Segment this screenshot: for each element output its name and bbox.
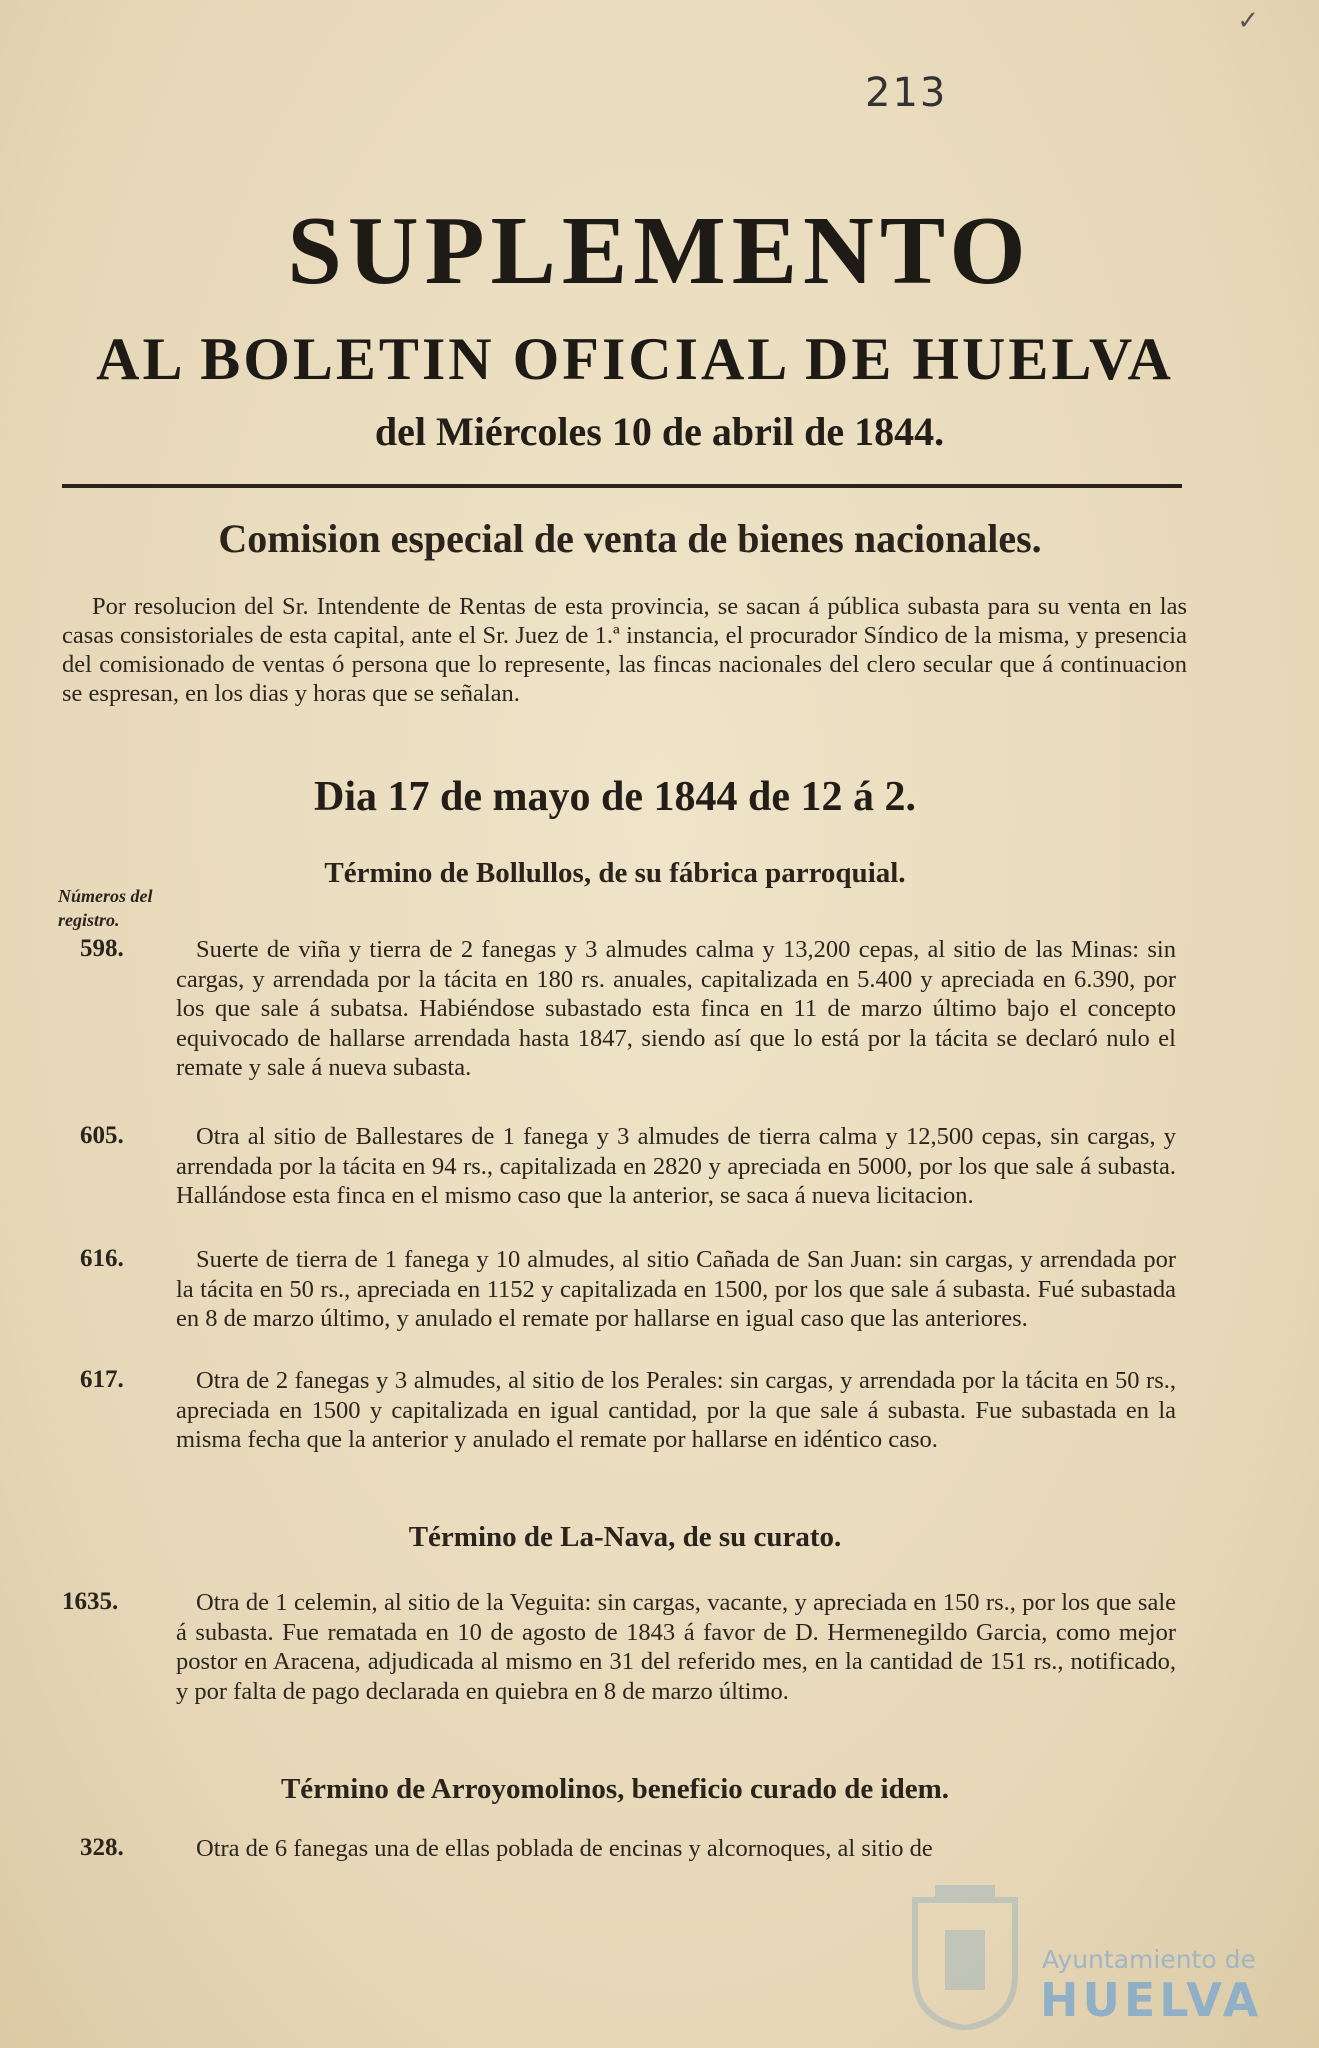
masthead-date: del Miércoles 10 de abril de 1844. xyxy=(374,409,945,454)
registry-number: 598. xyxy=(80,935,124,962)
corner-tick-mark: ✓ xyxy=(1237,6,1259,36)
registry-number: 1635. xyxy=(62,1588,119,1615)
city-seal-watermark-icon xyxy=(905,1880,1025,2030)
entry-text: Otra de 1 celemin, al sitio de la Veguita: sin cargas, vacante, y apreciada en 150 rs., por los que sale á subasta. Fue rematada en 10 de agosto de 1843 á favor de D. Hermenegildo Garcia, como mejor postor en Aracena, adjudicada al mismo en 31 del referido mes, en la cantidad de 151 rs., notificado, y por falta de pago declarada en quiebra en 8 de marzo último. xyxy=(176,1589,1176,1705)
term-heading-bollullos: Término de Bollullos, de su fábrica parroquial. xyxy=(324,857,906,889)
registry-number: 328. xyxy=(80,1834,124,1861)
handwritten-folio-number: 213 xyxy=(865,70,948,116)
term-heading-arroyomolinos: Término de Arroyomolinos, beneficio curado de idem. xyxy=(280,1773,950,1805)
masthead-divider xyxy=(62,484,1182,488)
registry-number-column-header: Números del registro. xyxy=(58,886,153,930)
auction-date-heading: Dia 17 de mayo de 1844 de 12 á 2. xyxy=(314,774,916,820)
masthead-title: SUPLEMENTO xyxy=(287,197,1032,305)
entry-text: Suerte de tierra de 1 fanega y 10 almudes, al sitio Cañada de San Juan: sin cargas, y arrendada por la tácita en 50 rs., apreciada en 1152 y capitalizada en 1500, por los que sale á subasta. Fué subastada en 8 de marzo último, y anulado el remate por hallarse en igual caso que las anteriores. xyxy=(176,1246,1176,1332)
entry-text: Otra de 6 fanegas una de ellas poblada de encinas y alcornoques, al sitio de xyxy=(196,1835,933,1862)
registry-number: 616. xyxy=(80,1245,124,1272)
watermark-caption: Ayuntamiento de xyxy=(1042,1945,1256,1974)
registry-number: 605. xyxy=(80,1122,124,1149)
masthead-subtitle: AL BOLETIN OFICIAL DE HUELVA xyxy=(96,326,1174,392)
entry-text: Otra de 2 fanegas y 3 almudes, al sitio de los Perales: sin cargas, y arrendada por la tácita en 50 rs., apreciada en 1500 y capitalizada en igual cantidad, por la que sale á subasta. Fue subastada en la misma fecha que la anterior y anulado el remate por hallarse en idéntico caso. xyxy=(176,1367,1176,1453)
registry-number: 617. xyxy=(80,1366,124,1393)
intro-paragraph: Por resolucion del Sr. Intendente de Rentas de esta provincia, se sacan á pública subasta para su venta en las casas consistoriales de esta capital, ante el Sr. Juez de 1.ª instancia, el procurador Síndico de la misma, y presencia del comisionado de ventas ó persona que lo represente, las fincas nacionales del clero secular que á continuacion se espresan, en los dias y horas que se señalan. xyxy=(62,593,1187,707)
term-heading-la-nava: Término de La-Nava, de su curato. xyxy=(408,1521,842,1553)
entry-text: Otra al sitio de Ballestares de 1 fanega y 3 almudes de tierra calma y 12,500 cepas, sin cargas, y arrendada por la tácita en 94 rs., capitalizada en 2820 y apreciada en 5000, por los que sale á subasta. Hallándose esta finca en el mismo caso que la anterior, se saca á nueva licitacion. xyxy=(176,1123,1176,1209)
watermark-city-name: HUELVA xyxy=(1040,1973,1263,2027)
section-heading: Comision especial de venta de bienes nacionales. xyxy=(218,516,1042,561)
entry-text: Suerte de viña y tierra de 2 fanegas y 3 almudes calma y 13,200 cepas, al sitio de las Minas: sin cargas, y arrendada por la tácita en 180 rs. anuales, capitalizada en 5.400 y apreciada en 6.390, por los que sale á subatsa. Habiéndose subastado esta finca en 11 de marzo último bajo el concepto equivocado de hallarse arrendada hasta 1847, siendo así que lo está por la tácita se declaró nulo el remate y sale á nueva subasta. xyxy=(176,936,1176,1081)
